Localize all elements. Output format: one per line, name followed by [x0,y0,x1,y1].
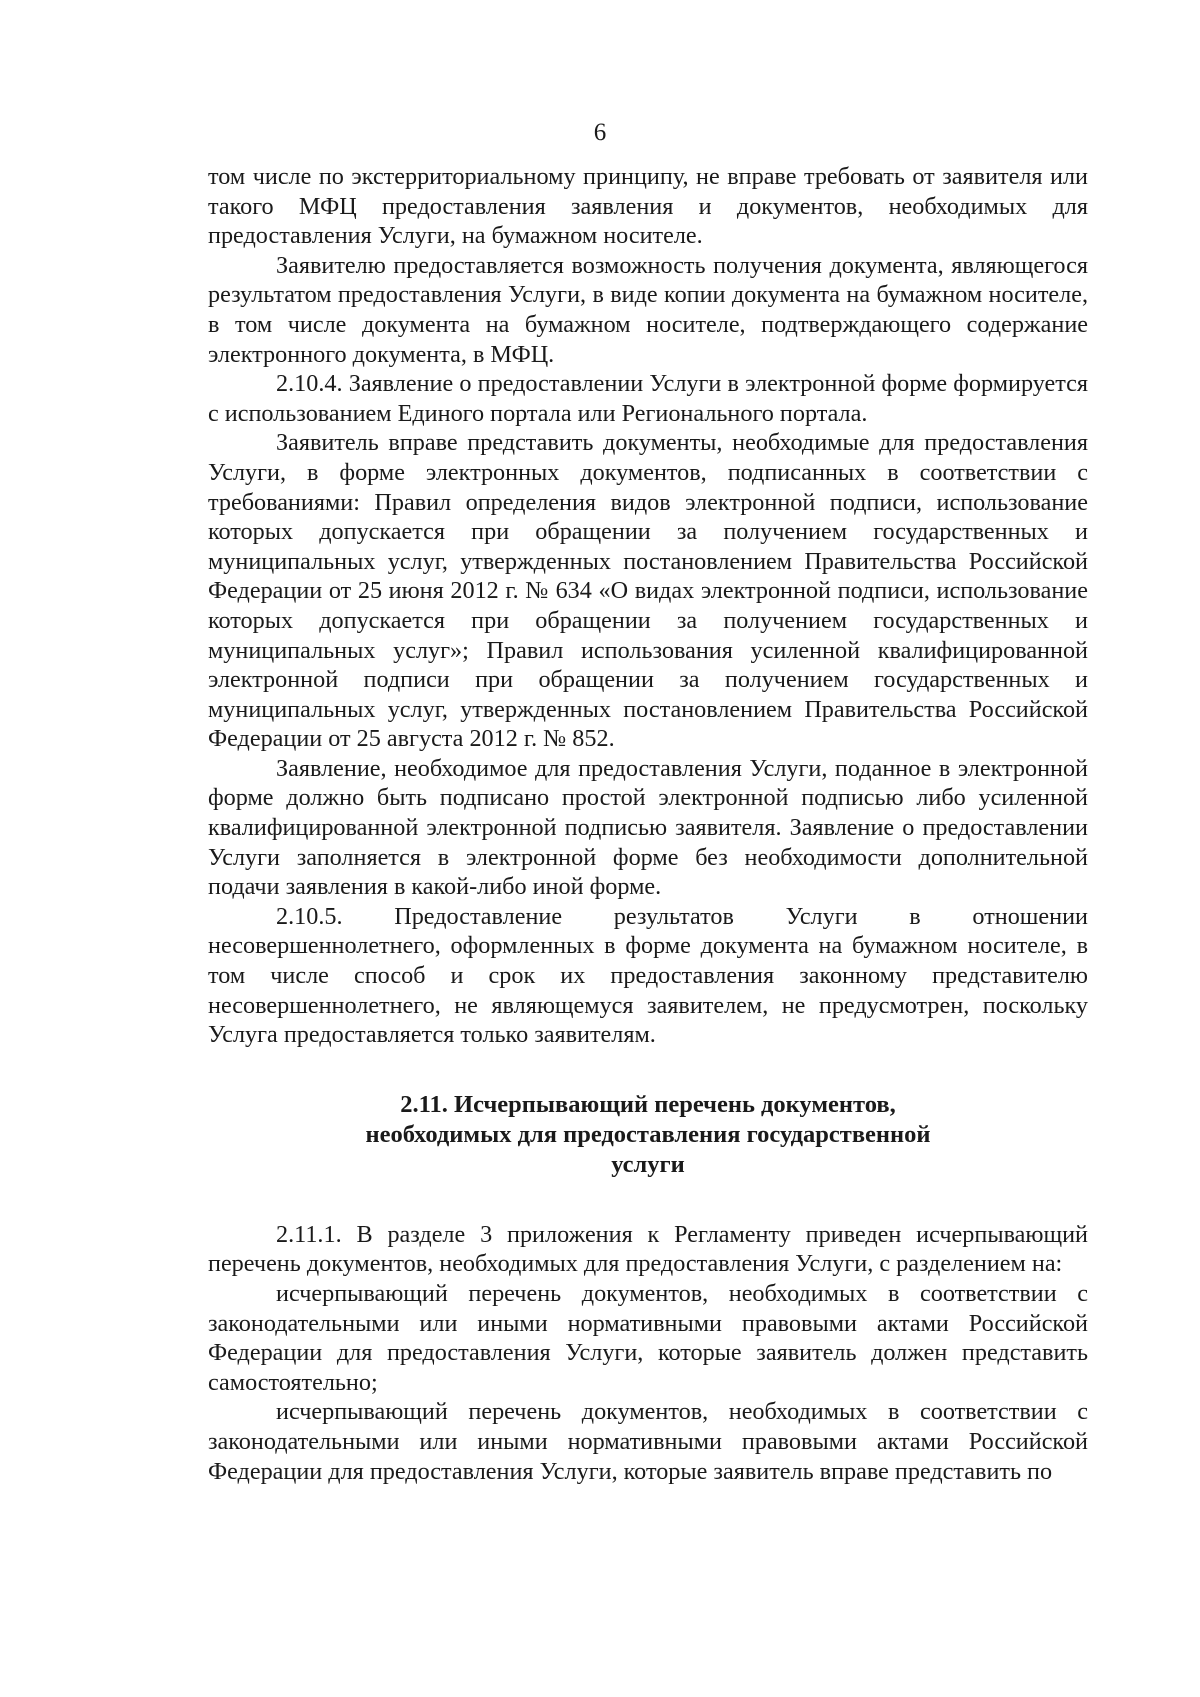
section-heading [208,1090,1088,1180]
section-heading-line: необходимых для предоставления государственной [365,1120,931,1148]
paragraph: Заявление, необходимое для предоставления Услуги, поданное в электронной форме должно быть подписано простой электронной подписью либо усиленной квалифицированной электронной подписью заявителя. Заявление о предоставлении Услуги заполняется в электронной форме без необходимости дополнительной подачи заявления в какой-либо иной форме. [208,754,1088,901]
paragraph: том числе по экстерриториальному принципу, не вправе требовать от заявителя или такого МФЦ предоставления заявления и документов, необходимых для предоставления Услуги, на бумажном носителе. [208,163,1088,250]
paragraph: исчерпывающий перечень документов, необходимых в соответствии с законодательными или иными нормативными правовыми актами Российской Федерации для предоставления Услуги, которые заявитель вправе представить по [208,1398,1088,1485]
paragraph: 2.10.4. Заявление о предоставлении Услуги в электронной форме формируется с использованием Единого портала или Регионального портала. [208,370,1088,427]
paragraphs-before-heading [208,162,1088,1050]
section-heading-line: услуги [611,1150,685,1178]
paragraph: Заявитель вправе представить документы, необходимые для предоставления Услуги, в форме электронных документов, подписанных в соответствии с требованиями: Правил определения видов электронной подписи, использование которых допускается при обращении за получением государственных и муниципальных услуг, утвержденных постановлением Правительства Российской Федерации от 25 июня 2012 г. № 634 «О видах электронной подписи, использование которых допускается при обращении за получением государственных и муниципальных услуг»; Правил использования усиленной квалифицированной электронной подписи при обращении за получением государственных и муниципальных услуг, утвержденных постановлением Правительства Российской Федерации от 25 августа 2012 г. № 852. [208,429,1088,753]
document-body [208,162,1088,1486]
paragraph: исчерпывающий перечень документов, необходимых в соответствии с законодательными или иными нормативными правовыми актами Российской Федерации для предоставления Услуги, которые заявитель должен представить самостоятельно; [208,1280,1088,1396]
paragraph: 2.11.1. В разделе 3 приложения к Регламенту приведен исчерпывающий перечень документов, необходимых для предоставления Услуги, с разделением на: [208,1220,1088,1278]
paragraphs-after-heading [208,1220,1088,1486]
section-heading-line: 2.11. Исчерпывающий перечень документов, [400,1090,896,1118]
paragraph: Заявителю предоставляется возможность получения документа, являющегося результатом предоставления Услуги, в виде копии документа на бумажном носителе, в том числе документа на бумажном носителе, подтверждающего содержание электронного документа, в МФЦ. [208,251,1088,368]
paragraph: 2.10.5. Предоставление результатов Услуги в отношении несовершеннолетнего, оформленных в форме документа на бумажном носителе, в том числе способ и срок их предоставления законному представителю несовершеннолетнего, не являющемуся заявителем, не предусмотрен, поскольку Услуга предоставляется только заявителям. [208,902,1088,1049]
page-number: 6 [593,119,607,146]
